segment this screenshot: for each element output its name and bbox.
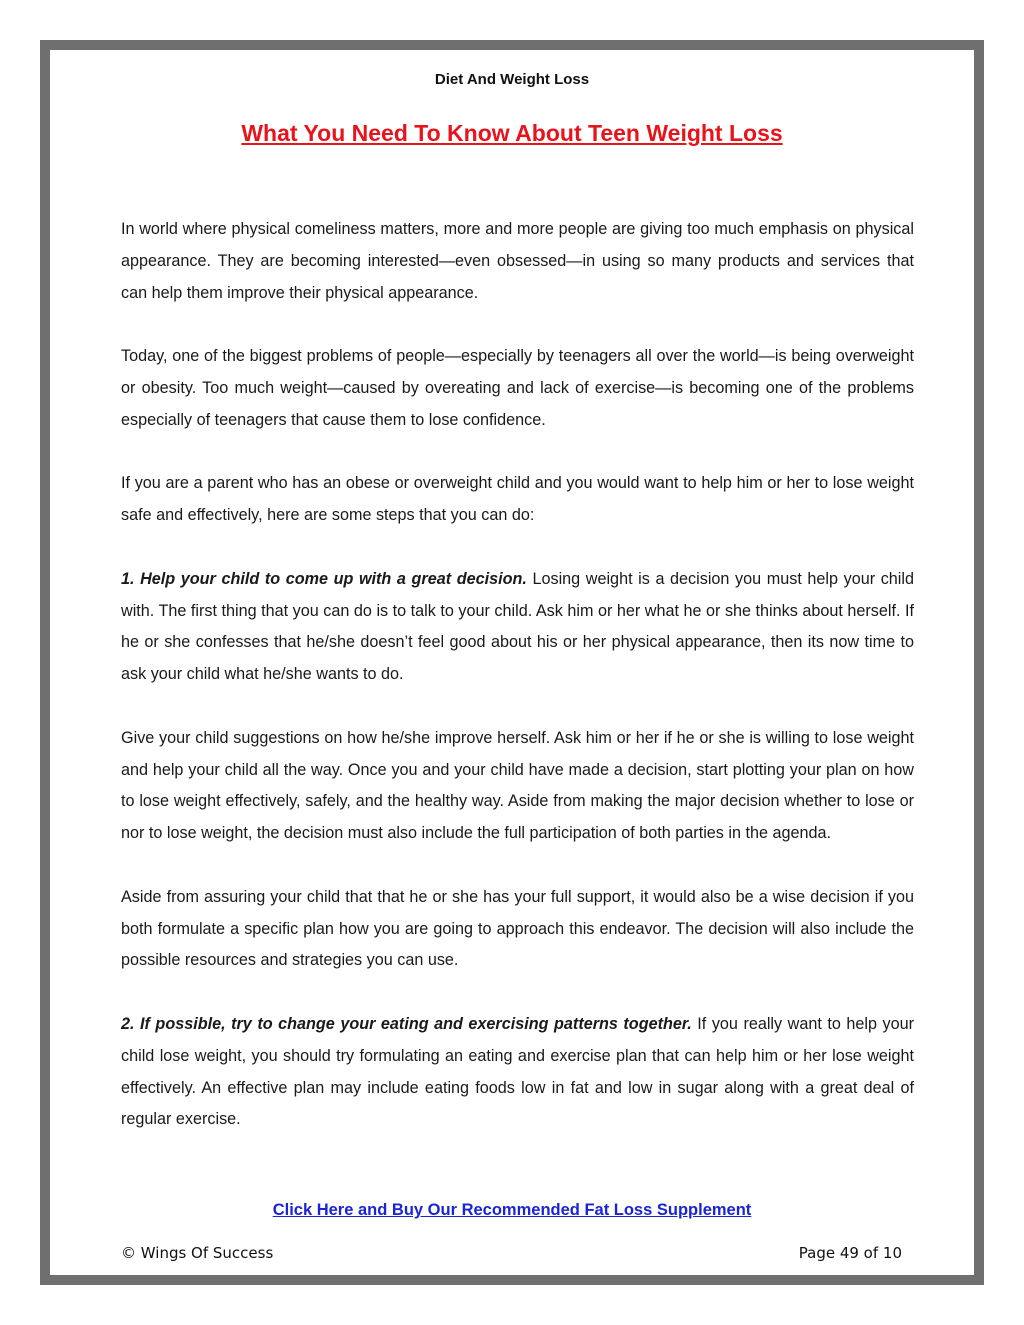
- page: [50, 50, 974, 1275]
- paragraph: [121, 468, 914, 532]
- paragraph-text: Give your child suggestions on how he/she improve herself. Ask him or her if he or she is willing to lose weight and help your child all the way. Once you and your child have made a decision, start plotting your plan on how to lose weight effectively, safely, and the healthy way. Aside from making the major decision whether to lose or nor to lose weight, the decision must also include the full participation of both parties in the agenda.: [121, 728, 914, 843]
- paragraph: [121, 341, 914, 436]
- paragraph-text: In world where physical comeliness matters, more and more people are giving too much emphasis on physical appearance. They are becoming interested—even obsessed—in using so many products and services that can help them improve their physical appearance.: [121, 220, 914, 302]
- article-title: What You Need To Know About Teen Weight Loss: [241, 120, 783, 146]
- paragraph: [121, 564, 914, 691]
- paragraph-text: Losing weight is a decision you must help your child with. The first thing that you can do is to talk to your child. Ask him or her what he or she thinks about herself. If he or she confesses that he/she doesn’t feel good about his or her physical appearance, then its now time to ask your child what he/she wants to do.: [121, 569, 914, 684]
- paragraph: [121, 1009, 914, 1136]
- page-frame: [40, 40, 984, 1285]
- step-heading: 1. Help your child to come up with a great decision.: [121, 569, 527, 588]
- paragraph-text: If you really want to help your child lose weight, you should try formulating an eating and exercise plan that can help him or her lose weight effectively. An effective plan may include eating foods low in fat and low in sugar along with a great deal of regular exercise.: [121, 1014, 915, 1129]
- article-body: [121, 214, 914, 1168]
- running-header: Diet And Weight Loss: [434, 71, 590, 88]
- paragraph-text: If you are a parent who has an obese or overweight child and you would want to help him or her to lose weight safe and effectively, here are some steps that you can do:: [121, 474, 914, 525]
- paragraph-text: Today, one of the biggest problems of people—especially by teenagers all over the world—is being overweight or obesity. Too much weight—caused by overeating and lack of exercise—is becoming one of the problems especially of teenagers that cause them to lose confidence.: [121, 347, 914, 429]
- page-number: Page 49 of 10: [798, 1244, 902, 1262]
- copyright-text: © Wings Of Success: [121, 1244, 274, 1262]
- paragraph: [121, 214, 914, 309]
- paragraph-text: Aside from assuring your child that that he or she has your full support, it would also be a wise decision if you both formulate a specific plan how you are going to approach this endeavor. The decision will also include the possible resources and strategies you can use.: [121, 887, 914, 970]
- paragraph: [121, 882, 914, 977]
- buy-supplement-link[interactable]: Click Here and Buy Our Recommended Fat Loss Supplement: [272, 1201, 752, 1219]
- step-heading: 2. If possible, try to change your eating and exercising patterns together.: [121, 1014, 692, 1033]
- paragraph: [121, 723, 914, 850]
